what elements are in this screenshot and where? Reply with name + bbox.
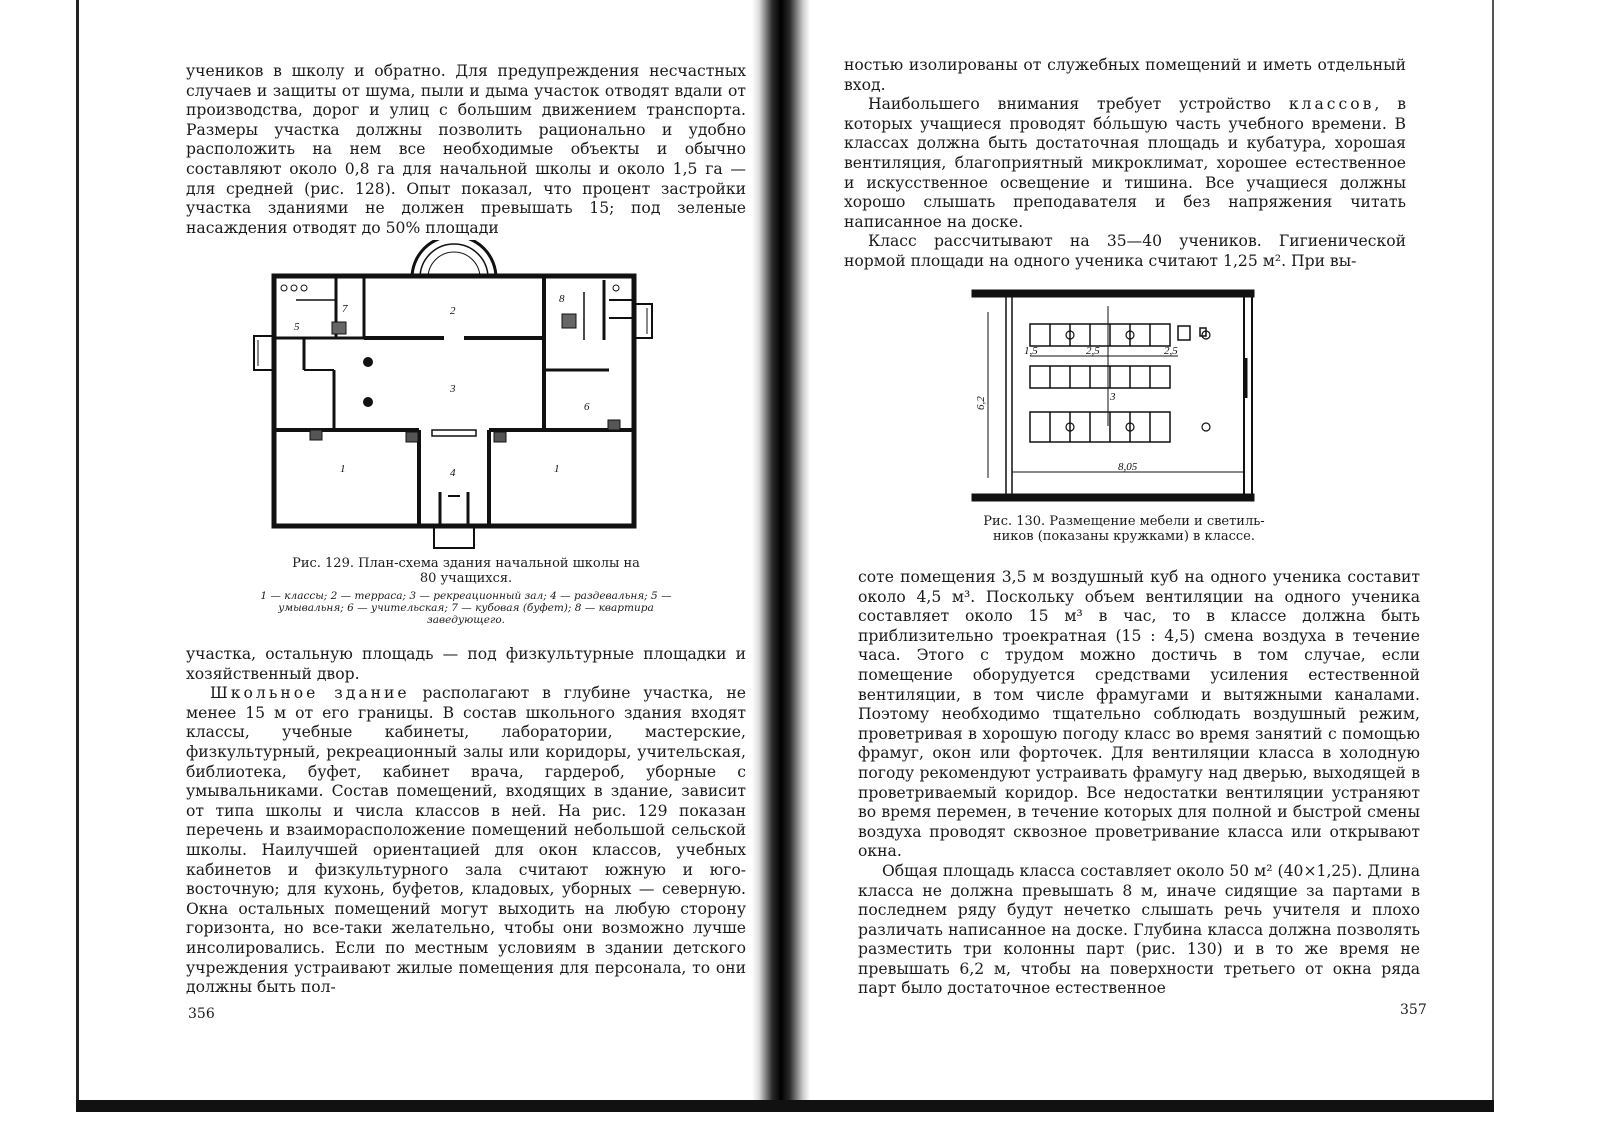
room-label-8: 8 — [559, 293, 565, 305]
figure-129-legend: 1 — классы; 2 — терраса; 3 — рекреационный зал; 4 — раздевальня; 5 — умывальня; 6 — учительская; 7 — кубовая (буфет); 8 — квартира заведующего. — [260, 590, 672, 626]
dim-label-2-5b: 2,5 — [1164, 345, 1178, 357]
figure-129-caption-line2: 80 учащихся. — [419, 571, 513, 586]
dim-label-3: 3 — [1110, 391, 1116, 403]
right-para2-start: Наибольшего внимания требует устройство — [868, 95, 1289, 114]
left-para2-spaced: Школьное здание — [210, 684, 410, 703]
left-para1: участка, остальную площадь — под физкультурные площадки и хозяйственный двор. — [186, 645, 746, 683]
left-para2-rest: располагают в глубине участка, не менее 15 м от его границы. В состав школьного здания входят классы, учебные кабинеты, лаборатории, мастерские, физкультурный, рекреационный залы или коридоры, учительская, библиотека, буфет, кабинет врача, гардероб, уборные с умывальниками. Состав помещений, входящих в здание, зависит от типа школы и числа классов в ней. На рис. 129 показан перечень и взаиморасположение помещений небольшой сельской школы. Наилучшей ориентацией для окон классов, учебных кабинетов и физкультурного зала считают южную и юго-восточную; для кухонь, буфетов, кладовых, уборных — северную. Окна остальных помещений могут выходить на любую сторону горизонта, но все-таки желательно, чтобы они возможно лучше инсолировались. Если по местным условиям в здании детского учреждения устраивают жилые помещения для персонала, то они должны быть пол- — [186, 684, 746, 997]
room-label-1a: 1 — [340, 463, 346, 475]
right-top-text-block — [844, 56, 1406, 272]
left-body-text — [186, 645, 746, 998]
room-label-5: 5 — [294, 321, 300, 333]
left-top-text: учеников в школу и обратно. Для предупреждения несчастных случаев и защиты от шума, пыли и дыма участок отводят вдали от производства, дорог и улиц с большим движением транспорта. Размеры участка должны позволить рационально и удобно расположить на нем все необходимые объекты и обычно составляют около 0,8 га для начальной школы и около 1,5 га — для средней (рис. 128). Опыт показал, что процент застройки участка зданиями не должен превышать 15; под зеленые насаждения отводят до 50% площади — [186, 62, 746, 237]
figure-130-caption-line2: ников (показаны кружками) в классе. — [992, 529, 1256, 544]
room-label-3: 3 — [450, 383, 456, 395]
dim-label-6-2: 6,2 — [975, 396, 987, 410]
dim-label-2-5a: 2,5 — [1086, 345, 1100, 357]
room-label-4: 4 — [450, 467, 456, 479]
right-para2-spaced: классов — [1288, 95, 1375, 114]
right-para4: соте помещения 3,5 м воздушный куб на одного ученика составит около 4,5 м³. Поскольку объем вентиляции на одного ученика составляет около 15 м³ в час, то в классе должна быть приблизительно троекратная (15 : 4,5) смена воздуха в течение часа. Этого с трудом можно достичь в том случае, если помещение оборудуется средствами усиления естественной вентиляции, в том числе фрамугами и вытяжными каналами. Поэтому необходимо тщательно соблюдать воздушный режим, проветривая в хорошую погоду класс во время занятий с помощью фрамуг, окон или форточек. Для вентиляции класса в холодную погоду рекомендуют устраивать фрамугу над дверью, выходящей в проветриваемый коридор. Все недостатки вентиляции устраняют во время перемен, в течение которых для полной и быстрой смены воздуха проводят сквозное проветривание класса или открывают окна. — [858, 568, 1420, 861]
room-label-2: 2 — [450, 305, 456, 317]
room-label-1b: 1 — [554, 463, 560, 475]
room-label-7: 7 — [342, 303, 348, 315]
page-number-left: 356 — [188, 1006, 215, 1022]
floor-plan-figure — [244, 240, 664, 550]
dim-label-1-5: 1,5 — [1024, 345, 1038, 357]
figure-130-caption-line1: Рис. 130. Размещение мебели и светиль- — [983, 514, 1265, 529]
right-para5: Общая площадь класса составляет около 50 м² (40×1,25). Длина класса не должна превышать 8 м, иначе сидящие за партами в последнем ряду будут нечетко слышать речь учителя и плохо различать написанное на доске. Глубина класса должна позволять разместить три колонны парт (рис. 130) и в то же время не превышать 6,2 м, чтобы на поверхности третьего от окна ряда парт было достаточное естественное — [858, 861, 1420, 998]
classroom-plan-figure — [968, 288, 1258, 504]
scan-bottom-edge — [76, 1100, 1494, 1112]
book-gutter-shadow — [752, 0, 810, 1108]
scan-edge-right — [1492, 0, 1494, 1100]
right-para2 — [844, 95, 1406, 232]
scan-edge-left — [76, 0, 79, 1110]
right-para2-rest: , в которых учащиеся проводят бо́льшую часть учебного времени. В классах должна быть достаточная площадь и кубатура, хорошая вентиляция, благоприятный микроклимат, хорошее естественное и искусственное освещение и тишина. Все учащиеся должны хорошо слышать преподавателя и без напряжения читать написанное на доске. — [844, 95, 1406, 231]
left-top-paragraph — [186, 62, 746, 238]
page-number-right: 357 — [1400, 1002, 1427, 1018]
figure-129-caption-line1: Рис. 129. План-схема здания начальной школы на — [292, 556, 640, 571]
figure-130-caption — [954, 514, 1294, 544]
figure-129-caption — [246, 556, 686, 586]
dim-label-8-05: 8,05 — [1118, 461, 1138, 473]
room-label-6: 6 — [584, 401, 590, 413]
left-para2 — [186, 684, 746, 998]
right-para3: Класс рассчитывают на 35—40 учеников. Гигиенической нормой площади на одного ученика считают 1,25 м². При вы- — [844, 232, 1406, 270]
right-para1: ностью изолированы от служебных помещений и иметь отдельный вход. — [844, 56, 1406, 94]
right-body-text — [858, 568, 1420, 999]
